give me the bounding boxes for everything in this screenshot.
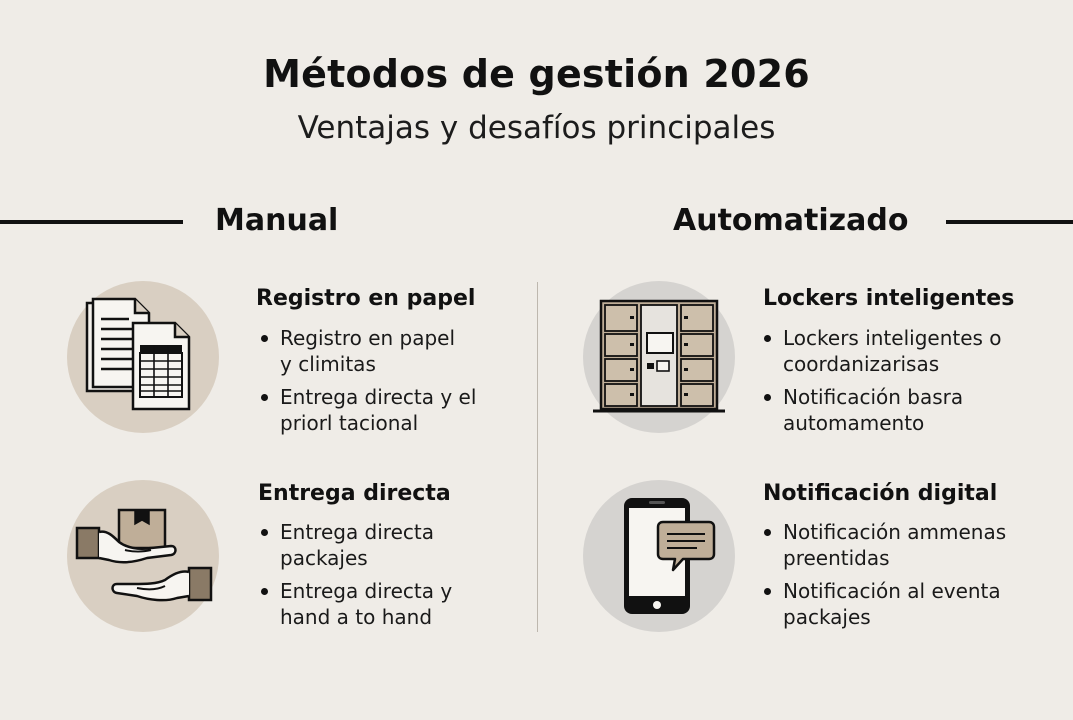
list-item: Lockers inteligentes o coordanizarisas xyxy=(761,325,1002,377)
item-title-notificacion-digital: Notificación digital xyxy=(763,481,998,506)
bullets-registro-papel xyxy=(258,325,476,443)
bullets-notificacion-digital xyxy=(761,519,1006,637)
hand-to-hand-package-icon xyxy=(67,480,219,632)
page-title: Métodos de gestión 2026 xyxy=(263,52,810,96)
list-item: Entrega directa packajes xyxy=(258,519,452,571)
list-item: Notificación basra automamento xyxy=(761,384,1002,436)
list-item: Registro en papel y climitas xyxy=(258,325,476,377)
paper-documents-icon xyxy=(67,281,219,433)
bullets-lockers xyxy=(761,325,1002,443)
smart-locker-icon xyxy=(583,281,735,433)
manual-heading: Manual xyxy=(215,203,339,238)
item-title-entrega-directa: Entrega directa xyxy=(258,481,451,506)
list-item: Notificación al eventa packajes xyxy=(761,578,1006,630)
column-divider xyxy=(537,282,538,632)
smartphone-notification-icon xyxy=(583,480,735,632)
list-item: Notificación ammenas preentidas xyxy=(761,519,1006,571)
automated-heading: Automatizado xyxy=(673,203,909,238)
list-item: Entrega directa y el priorl tacional xyxy=(258,384,476,436)
bullets-entrega-directa xyxy=(258,519,452,637)
page-subtitle: Ventajas y desafíos principales xyxy=(297,110,776,146)
item-title-lockers: Lockers inteligentes xyxy=(763,286,1015,311)
manual-heading-rule xyxy=(0,220,183,224)
automated-heading-rule xyxy=(946,220,1073,224)
item-title-registro-papel: Registro en papel xyxy=(256,286,476,311)
list-item: Entrega directa y hand a to hand xyxy=(258,578,452,630)
